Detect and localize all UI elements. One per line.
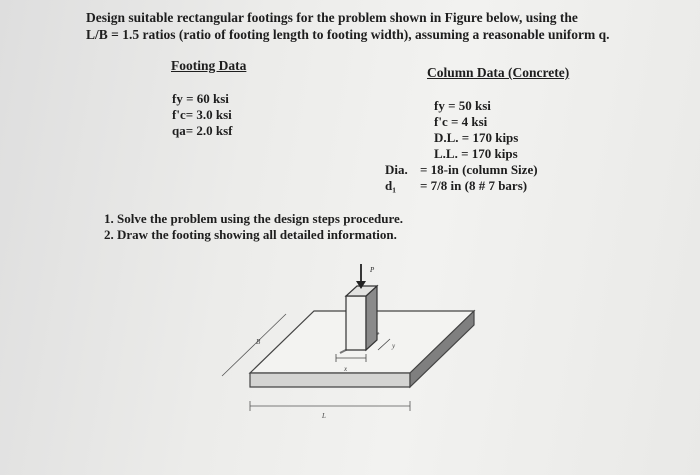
footing-fy: fy = 60 ksi <box>172 91 229 106</box>
column-side-face <box>366 286 377 350</box>
column-db-value: = 7/8 in (8 # 7 bars) <box>420 178 528 193</box>
footing-fc: f'c= 3.0 ksi <box>172 107 232 122</box>
footing-qa: qa= 2.0 ksf <box>172 123 233 138</box>
column-data-title: Column Data (Concrete) <box>427 65 570 80</box>
width-label: B <box>256 338 261 346</box>
task-1: 1. Solve the problem using the design steps procedure. <box>104 211 404 226</box>
problem-line-2: L/B = 1.5 ratios (ratio of footing length to footing width), assuming a reasonable uniform q. <box>86 27 610 42</box>
task-2: 2. Draw the footing showing all detailed information. <box>104 227 397 242</box>
load-label: P <box>370 266 375 274</box>
column-front-face <box>346 296 366 350</box>
column-fc: f'c = 4 ksi <box>434 114 488 129</box>
column-y-label: y <box>392 342 396 350</box>
column-db-label: d₁ <box>385 178 397 193</box>
column-dia-value: = 18-in (column Size) <box>420 162 538 177</box>
column-dia-label: Dia. <box>385 162 408 177</box>
length-label: L <box>322 412 326 420</box>
footing-data-title: Footing Data <box>171 58 247 73</box>
column-x-label: x <box>344 365 348 373</box>
column-ll: L.L. = 170 kips <box>434 146 518 161</box>
footing-front-face <box>250 373 410 387</box>
problem-line-1: Design suitable rectangular footings for the problem shown in Figure below, using the <box>86 10 578 25</box>
column-dl: D.L. = 170 kips <box>434 130 519 145</box>
column-fy: fy = 50 ksi <box>434 98 491 113</box>
